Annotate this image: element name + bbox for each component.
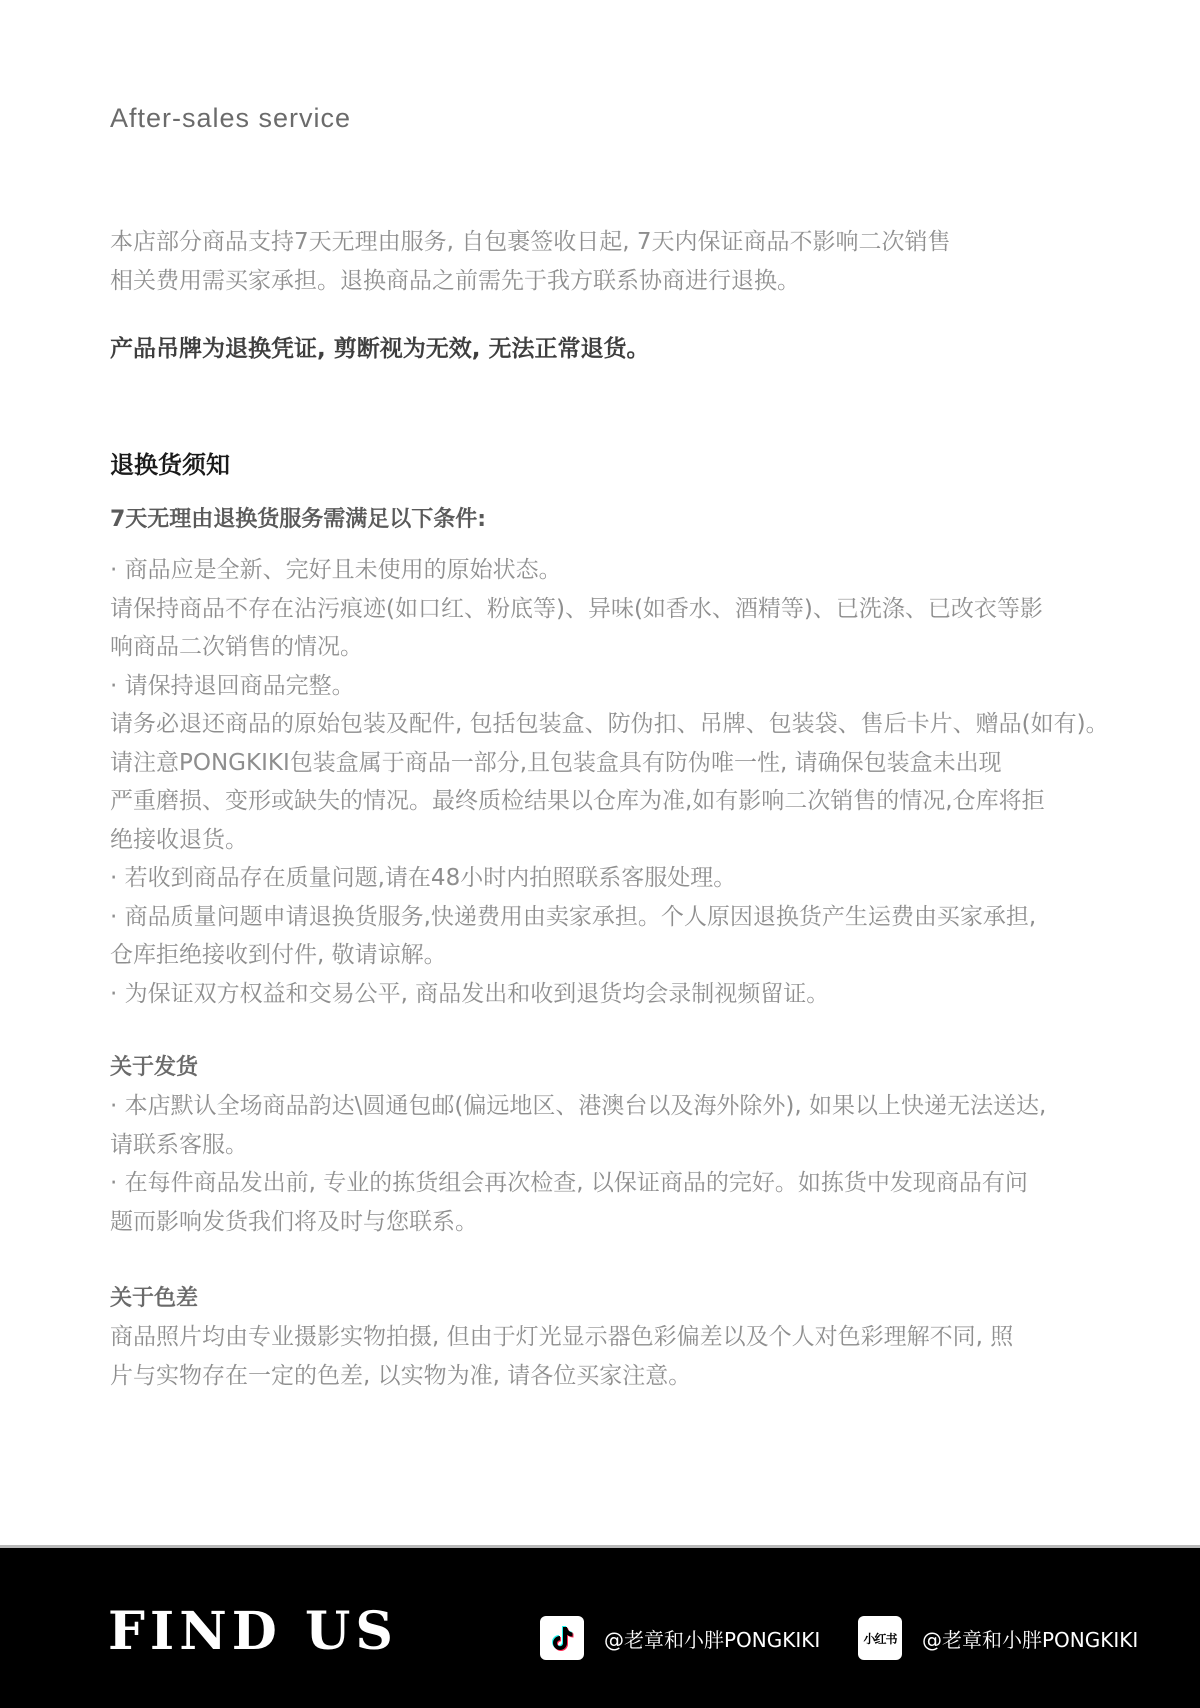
rule-line: 绝接收退货。 xyxy=(110,826,248,853)
footer xyxy=(0,1545,1200,1708)
rule-line: · 为保证双方权益和交易公平, 商品发出和收到退货均会录制视频留证。 xyxy=(110,980,830,1007)
rule-line: 仓库拒绝接收到付件, 敬请谅解。 xyxy=(110,942,447,968)
color-line: 商品照片均由专业摄影实物拍摄, 但由于灯光显示器色彩偏差以及个人对色彩理解不同, 照 xyxy=(110,1324,1014,1350)
intro-paragraph xyxy=(110,223,1110,300)
tag-notice: 产品吊牌为退换凭证, 剪断视为无效, 无法正常退货。 xyxy=(110,336,650,362)
color-difference-section xyxy=(110,1318,1110,1395)
page-title: After-sales service xyxy=(110,103,352,133)
douyin-account[interactable] xyxy=(540,1616,820,1660)
intro-line: 本店部分商品支持7天无理由服务, 自包裹签收日起, 7天内保证商品不影响二次销售 xyxy=(110,229,951,255)
rule-line: 响商品二次销售的情况。 xyxy=(110,634,363,660)
find-us-title: FIND US xyxy=(108,1601,398,1662)
douyin-handle: @老章和小胖PONGKIKI xyxy=(604,1627,821,1652)
rule-line: 请保持商品不存在沾污痕迹(如口红、粉底等)、异味(如香水、酒精等)、已洗涤、已改衣等影 xyxy=(110,595,1043,622)
xiaohongshu-logo-text: 小红书 xyxy=(863,1631,897,1646)
xiaohongshu-icon xyxy=(858,1616,902,1660)
color-difference-heading: 关于色差 xyxy=(110,1286,199,1311)
shipping-line: · 在每件商品发出前, 专业的拣货组会再次检查, 以保证商品的完好。如拣货中发现商品有问 xyxy=(110,1170,1028,1196)
color-line: 片与实物存在一定的色差, 以实物为准, 请各位买家注意。 xyxy=(110,1362,692,1389)
rule-line: 请注意PONGKIKI包装盒属于商品一部分,且包装盒具有防伪唯一性, 请确保包装盒未出现 xyxy=(110,749,1002,776)
douyin-icon xyxy=(540,1616,584,1660)
rule-line: 严重磨损、变形或缺失的情况。最终质检结果以仓库为准,如有影响二次销售的情况,仓库将拒 xyxy=(110,788,1045,814)
rule-line: · 请保持退回商品完整。 xyxy=(110,672,355,699)
shipping-section xyxy=(110,1087,1110,1241)
returns-heading: 退换货须知 xyxy=(110,451,230,479)
shipping-heading: 关于发货 xyxy=(110,1055,199,1080)
returns-conditions-title: 7天无理由退换货服务需满足以下条件: xyxy=(110,507,487,532)
xiaohongshu-handle: @老章和小胖PONGKIKI xyxy=(922,1627,1139,1652)
rule-line: · 商品质量问题申请退换货服务,快递费用由卖家承担。个人原因退换货产生运费由买家承担, xyxy=(110,903,1037,930)
shipping-line: · 本店默认全场商品韵达\圆通包邮(偏远地区、港澳台以及海外除外), 如果以上快递无法送达, xyxy=(110,1093,1047,1119)
shipping-line: 请联系客服。 xyxy=(110,1131,248,1158)
rule-line: 请务必退还商品的原始包装及配件, 包括包装盒、防伪扣、吊牌、包装袋、售后卡片、赠品(如有)。 xyxy=(110,711,1109,737)
shipping-line: 题而影响发货我们将及时与您联系。 xyxy=(110,1208,478,1235)
xiaohongshu-account[interactable] xyxy=(858,1616,1138,1660)
rule-line: · 若收到商品存在质量问题,请在48小时内拍照联系客服处理。 xyxy=(110,865,737,891)
intro-line: 相关费用需买家承担。退换商品之前需先于我方联系协商进行退换。 xyxy=(110,267,800,294)
returns-rules xyxy=(110,551,1110,1013)
rule-line: · 商品应是全新、完好且未使用的原始状态。 xyxy=(110,557,562,583)
